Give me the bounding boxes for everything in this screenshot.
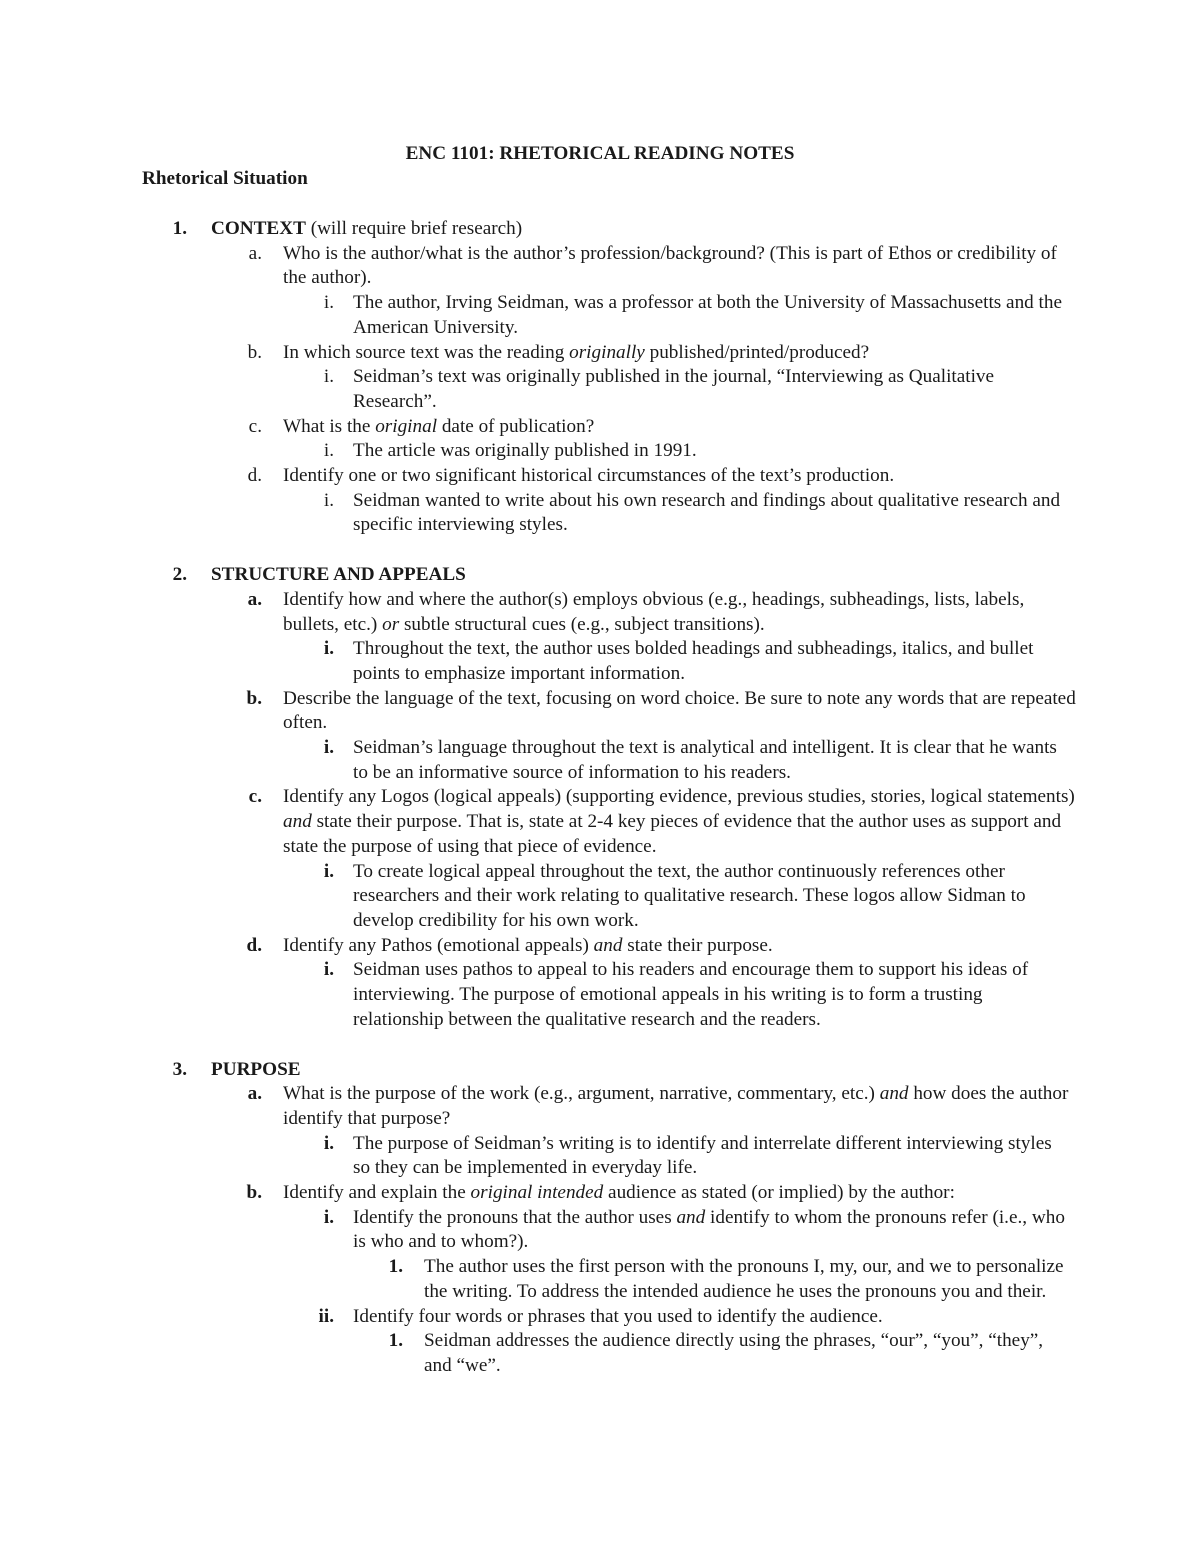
section-heading-note: (will require brief research) — [305, 218, 523, 239]
question-item — [0, 588, 1200, 637]
answer-item — [0, 439, 1200, 464]
question-item — [0, 934, 1200, 959]
section-gap — [0, 538, 1200, 563]
list-marker: i. — [323, 860, 334, 882]
answer-text: Seidman’s text was originally published in the journal, “Interviewing as Qualitative Research”. — [353, 366, 995, 412]
answer-item — [0, 489, 1200, 538]
question-text: Who is the author/what is the author’s profession/background? (This is part of Ethos or credibility of the author). — [283, 242, 1057, 289]
section-purpose — [0, 1058, 1200, 1083]
section-structure-appeals — [0, 563, 1200, 588]
list-marker: b. — [246, 1182, 262, 1204]
list-marker: d. — [246, 934, 262, 956]
list-marker: 2. — [172, 564, 187, 586]
section-gap — [0, 1033, 1200, 1058]
list-marker: i. — [323, 366, 334, 388]
question-text: What is the original date of publication? — [283, 415, 595, 437]
question-text: Identify any Logos (logical appeals) (supporting evidence, previous studies, stories, logical statements) and state their purpose. That is, state at 2-4 key pieces of evidence that the author uses as support and state the purpose of using that piece of evidence. — [283, 786, 1075, 857]
answer-text: To create logical appeal throughout the text, the author continuously references other researchers and their work relating to qualitative research. These logos allow Sidman to develop credibility for his own work. — [353, 860, 1026, 931]
list-marker: i. — [323, 440, 334, 462]
answer-text: Seidman’s language throughout the text is analytical and intelligent. It is clear that he wants to be an informative source of information to his readers. — [353, 737, 1057, 783]
list-marker: i. — [323, 959, 334, 981]
answer-item — [0, 637, 1200, 686]
sub-question-text: Identify four words or phrases that you used to identify the audience. — [353, 1305, 883, 1327]
answer-text: The purpose of Seidman’s writing is to identify and interrelate different interviewing styles so they can be implemented in everyday life. — [353, 1132, 1052, 1179]
answer-item — [0, 1329, 1200, 1378]
question-text: Identify how and where the author(s) employs obvious (e.g., headings, subheadings, lists, labels, bullets, etc.) or subtle structural cues (e.g., subject transitions). — [283, 588, 1025, 635]
list-marker: 3. — [172, 1058, 187, 1080]
answer-text: Seidman addresses the audience directly using the phrases, “our”, “you”, “they”, and “we”. — [424, 1330, 1044, 1376]
list-marker: b. — [246, 687, 262, 709]
question-text: Describe the language of the text, focusing on word choice. Be sure to note any words that are repeated often. — [283, 687, 1076, 734]
list-marker: i. — [323, 1206, 334, 1228]
section-heading: STRUCTURE AND APPEALS — [211, 564, 466, 586]
list-marker: i. — [323, 638, 334, 660]
list-marker: 1. — [388, 1256, 403, 1278]
list-marker: i. — [323, 292, 334, 314]
question-text: Identify any Pathos (emotional appeals) and state their purpose. — [283, 934, 773, 956]
list-marker: b. — [247, 341, 262, 363]
answer-text: The article was originally published in 1991. — [353, 440, 697, 462]
notes-body — [0, 217, 1200, 1379]
list-marker: 1. — [388, 1330, 403, 1352]
list-marker: ii. — [318, 1305, 334, 1327]
list-marker: c. — [248, 786, 262, 808]
list-marker: i. — [323, 489, 334, 511]
question-item — [0, 242, 1200, 291]
section-heading: PURPOSE — [211, 1058, 301, 1080]
question-item — [0, 1181, 1200, 1206]
list-marker: i. — [323, 737, 334, 759]
section-context — [0, 217, 1200, 242]
question-text: What is the purpose of the work (e.g., argument, narrative, commentary, etc.) and how does the author identify that purpose? — [283, 1083, 1069, 1129]
document-title: ENC 1101: RHETORICAL READING NOTES — [405, 143, 795, 164]
question-item — [0, 687, 1200, 736]
answer-item — [0, 736, 1200, 785]
list-marker: d. — [247, 465, 262, 487]
answer-item — [0, 365, 1200, 414]
answer-text: Seidman uses pathos to appeal to his readers and encourage them to support his ideas of interviewing. The purpose of emotional appeals in his writing is to form a trusting relationship between the qualitative research and the readers. — [353, 959, 1029, 1030]
list-marker: i. — [323, 1132, 334, 1154]
answer-item — [0, 860, 1200, 934]
section-subtitle: Rhetorical Situation — [142, 168, 308, 189]
question-text: Identify and explain the original intended audience as stated (or implied) by the author: — [283, 1182, 955, 1204]
answer-item — [0, 1255, 1200, 1304]
question-item — [0, 785, 1200, 859]
answer-item — [0, 958, 1200, 1032]
answer-text: The author, Irving Seidman, was a professor at both the University of Massachusetts and the American University. — [353, 292, 1063, 338]
question-text: Identify one or two significant historical circumstances of the text’s production. — [283, 465, 895, 487]
list-marker: c. — [248, 415, 262, 437]
answer-text: The author uses the first person with the pronouns I, my, our, and we to personalize the writing. To address the intended audience he uses the pronouns you and their. — [424, 1256, 1064, 1302]
list-marker: 1. — [172, 218, 187, 239]
list-marker: a. — [248, 242, 262, 264]
sub-question-item — [0, 1305, 1200, 1330]
section-heading: CONTEXT — [211, 218, 306, 239]
list-marker: a. — [247, 1083, 262, 1105]
question-text: In which source text was the reading originally published/printed/produced? — [283, 341, 870, 363]
answer-text: Seidman wanted to write about his own research and findings about qualitative research and specific interviewing styles. — [353, 489, 1061, 536]
question-item — [0, 1082, 1200, 1131]
question-item — [0, 341, 1200, 366]
sub-question-text: Identify the pronouns that the author uses and identify to whom the pronouns refer (i.e., who is who and to whom?). — [353, 1206, 1065, 1253]
answer-item — [0, 291, 1200, 340]
list-marker: a. — [247, 588, 262, 610]
question-item — [0, 464, 1200, 489]
answer-item — [0, 1132, 1200, 1181]
answer-text: Throughout the text, the author uses bolded headings and subheadings, italics, and bullet points to emphasize important information. — [353, 638, 1034, 684]
question-item — [0, 415, 1200, 440]
sub-question-item — [0, 1206, 1200, 1255]
